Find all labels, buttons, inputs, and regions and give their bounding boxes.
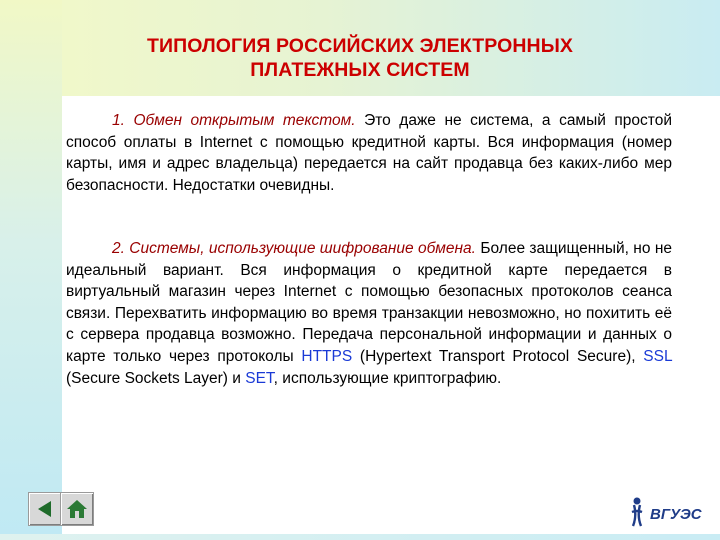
back-arrow-icon (34, 498, 56, 520)
bottom-band (0, 534, 720, 540)
slide-title-line-1: ТИПОЛОГИЯ РОССИЙСКИХ ЭЛЕКТРОННЫХ (146, 35, 573, 57)
paragraph-open-text-exchange (66, 110, 672, 196)
paragraph-1-text: Это даже не система, а самый простой способ оплаты в Internet с помощью кредитной карты. Вся информация (номер карты, имя и адрес владельца) передается на сайт продавца без каких-либо мер безопасности. Недостатки очевидны. (66, 112, 672, 194)
home-button[interactable] (60, 492, 94, 526)
https-term: HTTPS (301, 347, 353, 365)
left-band (0, 0, 62, 540)
slide-title-line-2: ПЛАТЕЖНЫХ СИСТЕМ (250, 59, 470, 81)
home-icon (66, 498, 88, 520)
paragraph-encrypted-exchange (66, 238, 672, 389)
logo-text: ВГУЭС (650, 506, 702, 523)
university-logo (626, 494, 704, 530)
paragraph-2-lead: 2. Системы, использующие шифрование обмена. (112, 240, 476, 257)
paragraph-2-text-part-2: (Hypertext Transport Protocol Secure), (352, 347, 644, 365)
ssl-term: SSL (643, 347, 673, 365)
slide-title (60, 34, 660, 82)
paragraph-2-text-part-4: , использующие криптографию. (273, 369, 502, 387)
paragraph-2-text-part-1: Более защищенный, но не идеальный вариант. Вся информация о кредитной карте передается в виртуальный магазин через Internet с помощью безопасных протоколов сеанса связи. Перехватить информацию во время транзакции невозможно, но похитить её с сервера продавца возможно. Передача персональной информации и данных о карте только через протоколы (66, 240, 673, 365)
set-term: SET (245, 369, 274, 387)
paragraph-2-text-part-3: (Secure Sockets Layer) и (66, 369, 246, 387)
paragraph-1-lead: 1. Обмен открытым текстом. (112, 112, 356, 129)
back-button[interactable] (28, 492, 62, 526)
